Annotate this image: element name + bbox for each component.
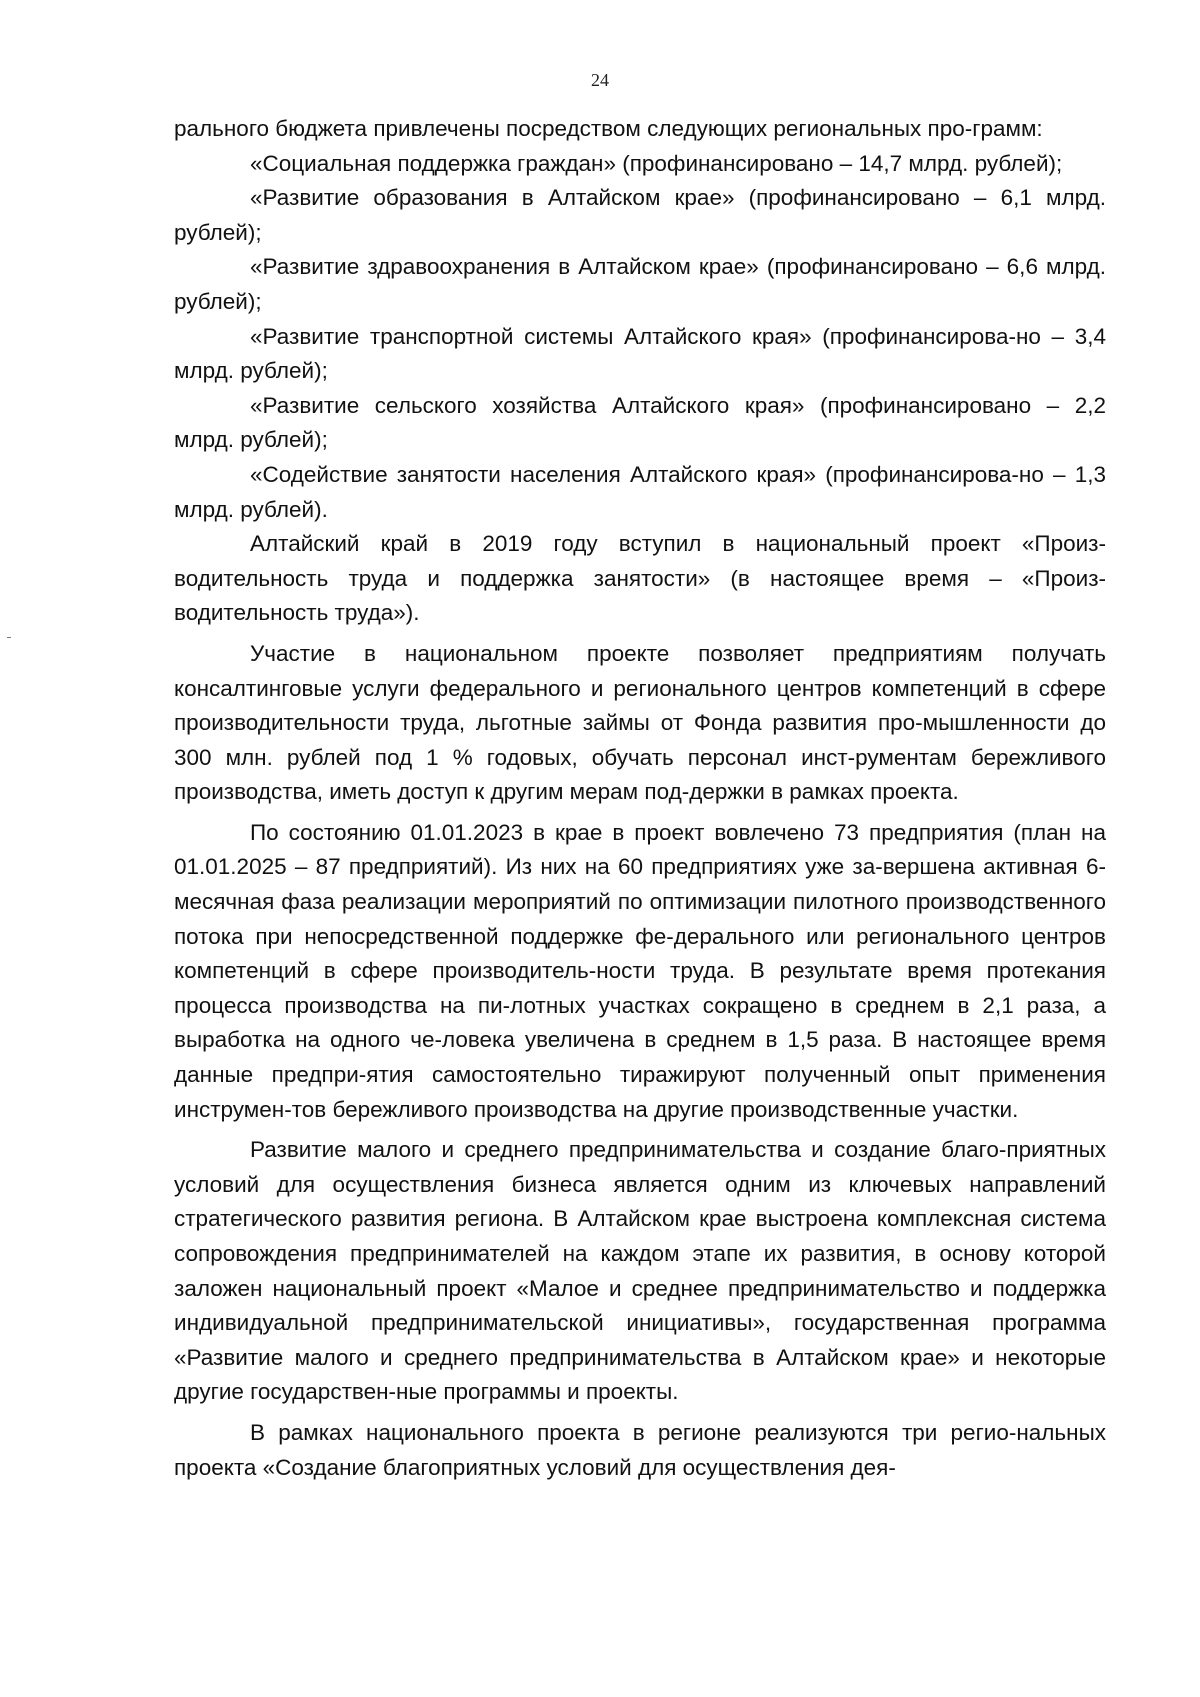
paragraph-regional-projects: В рамках национального проекта в регионе реализуются три регио-нальных проекта «Создание благоприятных условий для осуществления дея- bbox=[174, 1419, 1106, 1480]
page-number: 24 bbox=[591, 70, 609, 90]
paragraph-program-education: «Развитие образования в Алтайском крае» (профинансировано – 6,1 млрд. рублей); bbox=[174, 185, 1106, 245]
paragraph-program-agriculture: «Развитие сельского хозяйства Алтайского края» (профинансировано – 2,2 млрд. рублей); bbox=[174, 392, 1106, 453]
paragraph-productivity-project: Алтайский край в 2019 году вступил в национальный проект «Произ-водительность труда и поддержка занятости» (в настоящее время – «Произ-водительность труда»). bbox=[174, 531, 1106, 626]
paragraph-program-employment: «Содействие занятости населения Алтайского края» (профинансирова-но – 1,3 млрд. рублей). bbox=[174, 461, 1106, 522]
paragraph-project-participation: Участие в национальном проекте позволяет предприятиям получать консалтинговые услуги федерального и регионального центров компетенций в сфере производительности труда, льготные займы от Фонда развития про-мышленности до 300 млн. рублей под 1 % годовых, обучать персонал инст-рументам бережливого производства, иметь доступ к другим мерам под-держки в рамках проекта. bbox=[174, 640, 1106, 805]
paragraph-program-transport: «Развитие транспортной системы Алтайского края» (профинансирова-но – 3,4 млрд. рублей); bbox=[174, 323, 1106, 384]
paragraph-small-business: Развитие малого и среднего предпринимательства и создание благо-приятных условий для осуществления бизнеса является одним из ключевых направлений стратегического развития региона. В Алтайском крае выстроена комплексная система сопровождения предпринимателей на каждом этапе их развития, в основу которой заложен национальный проект «Малое и среднее предпринимательство и поддержка индивидуальной предпринимательской инициативы», государственная программа «Развитие малого и среднего предпринимательства в Алтайском крае» и некоторые другие государствен-ные программы и проекты. bbox=[174, 1137, 1106, 1405]
document-body bbox=[174, 112, 1106, 1485]
paragraph-budget-intro: рального бюджета привлечены посредством следующих региональных про-грамм: bbox=[174, 116, 1043, 141]
scan-artifact bbox=[7, 637, 11, 638]
paragraph-project-results: По состоянию 01.01.2023 в крае в проект вовлечено 73 предприятия (план на 01.01.2025 – 87 предприятий). Из них на 60 предприятиях уже за-вершена активная 6-месячная фаза реализации мероприятий по оптимизации пилотного производственного потока при непосредственной поддержке фе-дерального или регионального центров компетенций в сфере производитель-ности труда. В результате время протекания процесса производства на пи-лотных участках сокращено в среднем в 2,1 раза, а выработка на одного че-ловека увеличена в среднем в 1,5 раза. В настоящее время данные предпри-ятия самостоятельно тиражируют полученный опыт применения инструмен-тов бережливого производства на другие производственные участки. bbox=[174, 819, 1106, 1122]
paragraph-program-healthcare: «Развитие здравоохранения в Алтайском крае» (профинансировано – 6,6 млрд. рублей); bbox=[174, 254, 1106, 314]
paragraph-program-social-support: «Социальная поддержка граждан» (профинансировано – 14,7 млрд. рублей); bbox=[250, 150, 1063, 176]
